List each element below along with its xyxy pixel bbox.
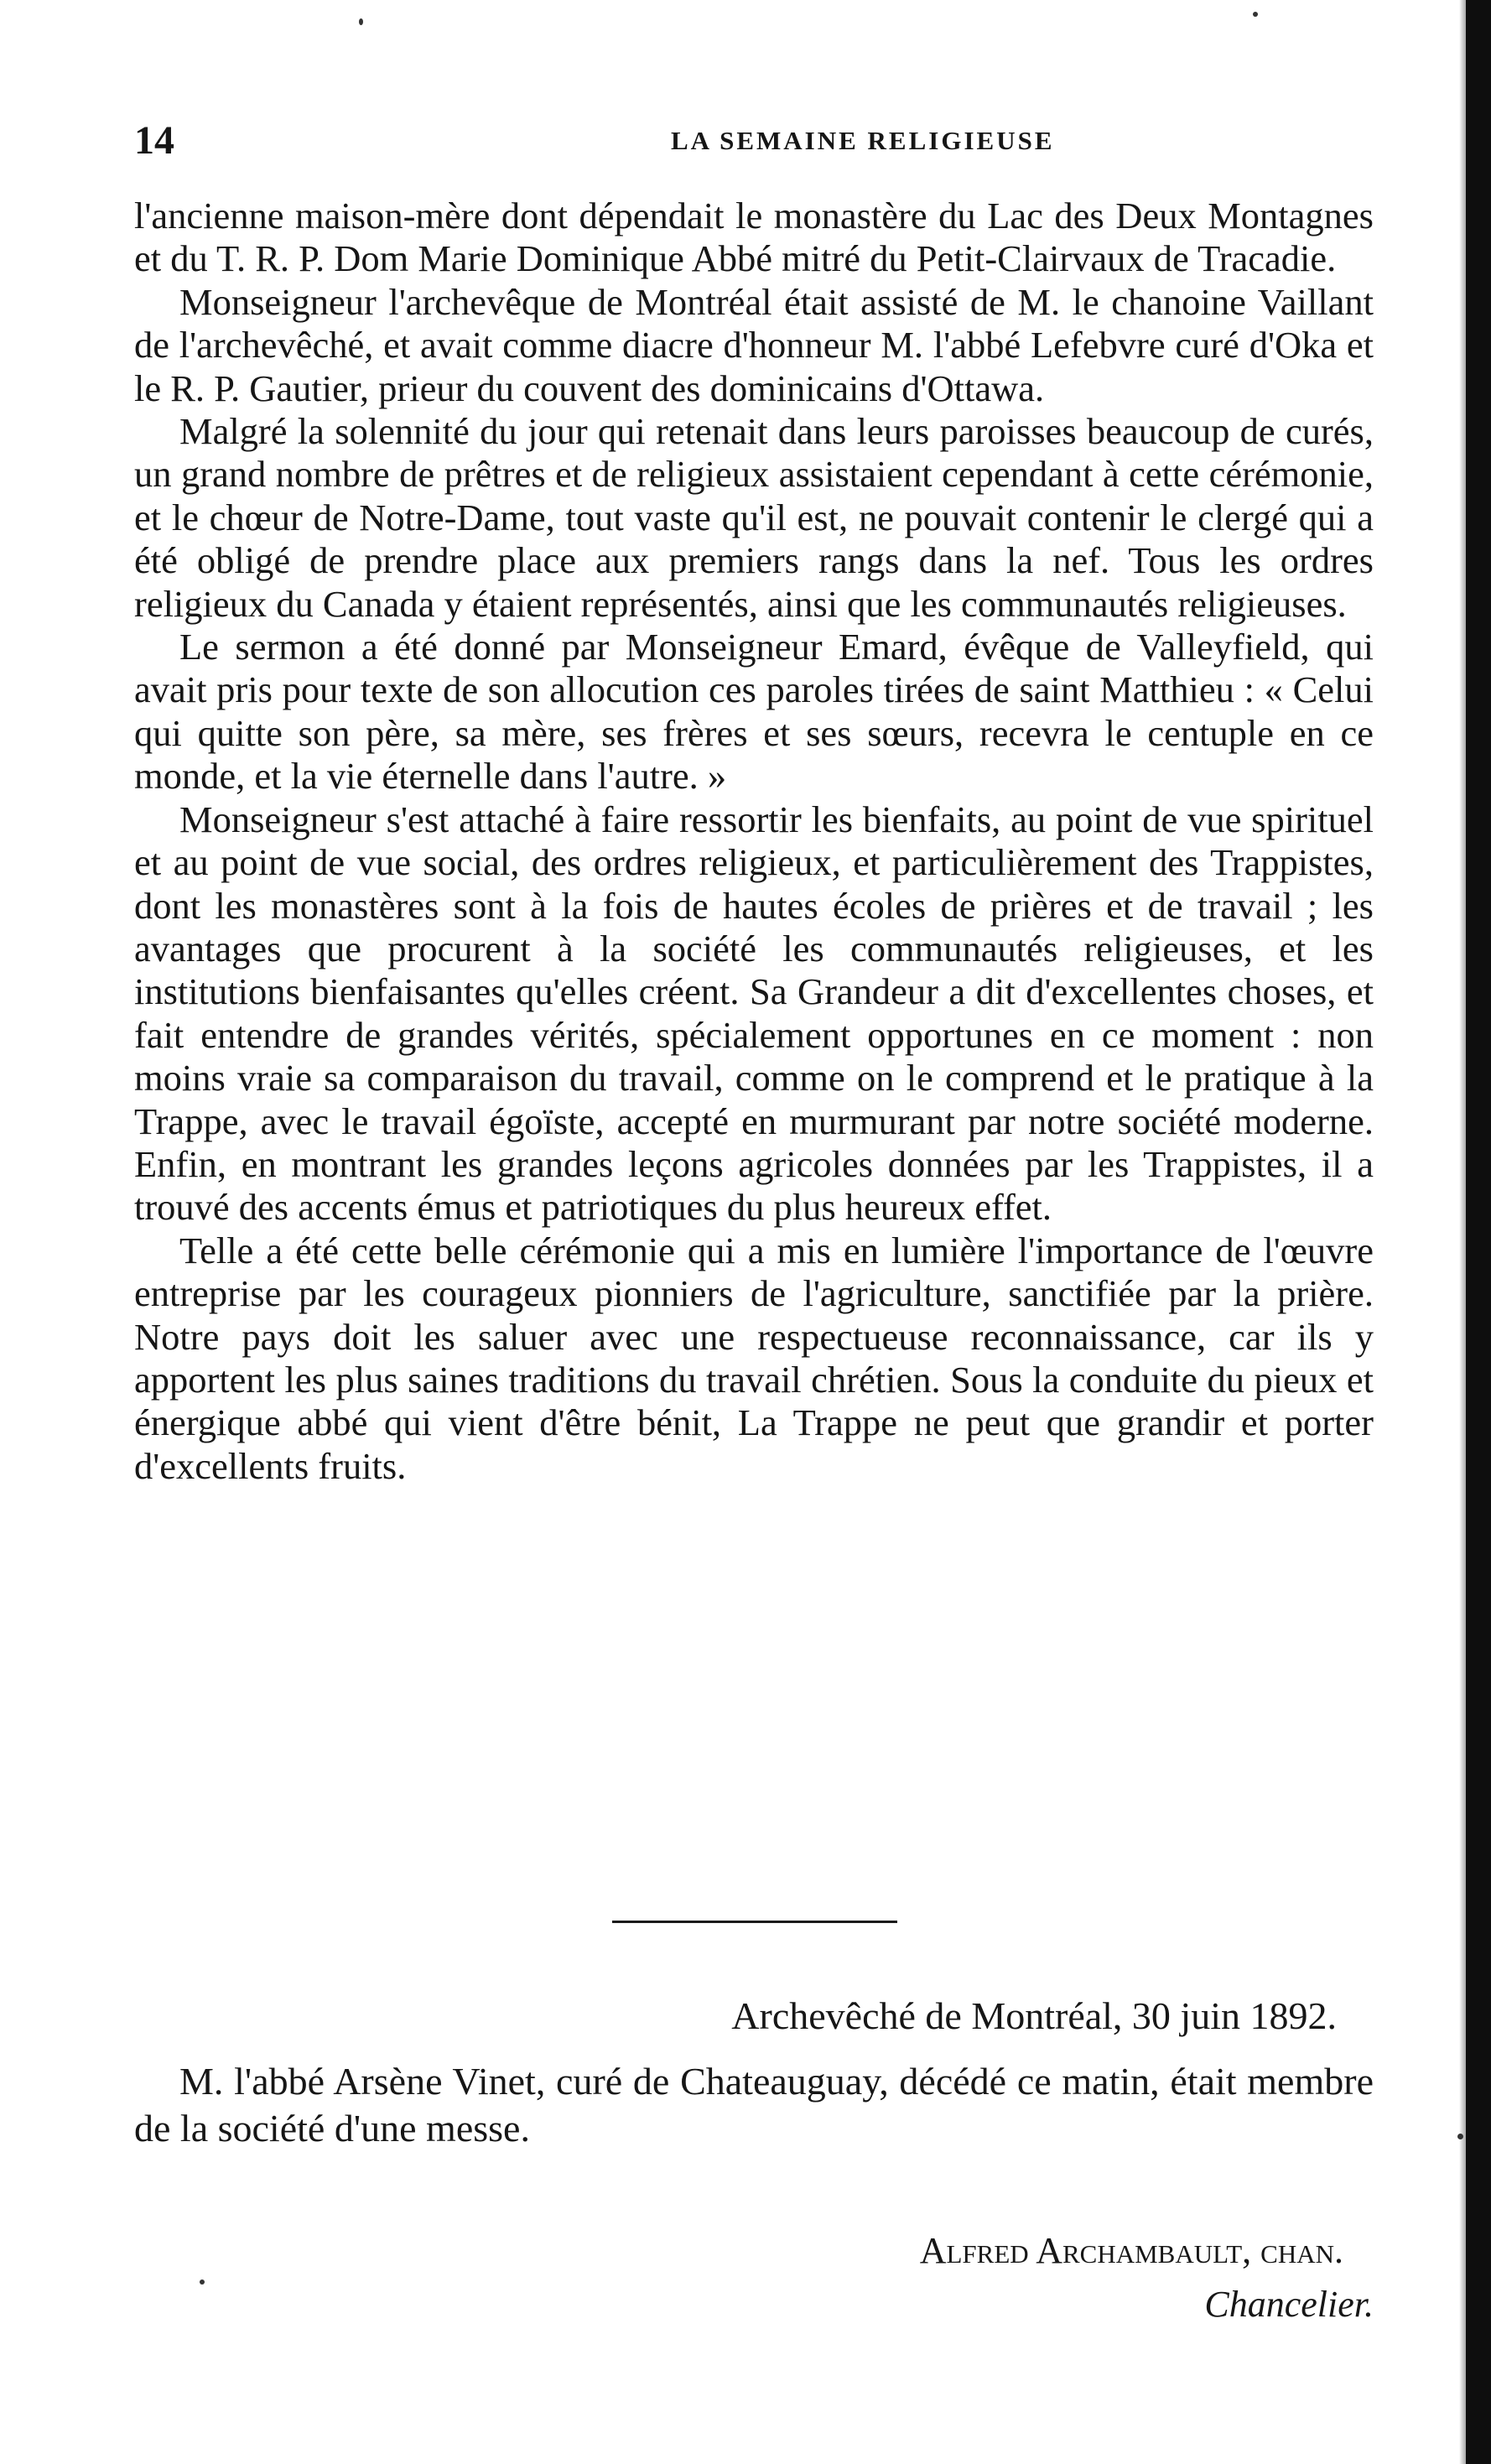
page-number: 14 bbox=[134, 118, 174, 163]
running-title: LA SEMAINE RELIGIEUSE bbox=[671, 126, 1055, 155]
scan-speck bbox=[1253, 12, 1258, 17]
section-divider bbox=[612, 1921, 897, 1923]
paragraph: Le sermon a été donné par Monseigneur Emard, évêque de Valleyfield, qui avait pris pour texte de son allocution ces paroles tirées de saint Matthieu : « Celui qui quitte son père, sa mère, ses frères et ses sœurs, recevra le centuple en ce monde, et la vie éternelle dans l'autre. » bbox=[134, 626, 1374, 798]
signature-title: Chancelier. bbox=[1204, 2284, 1374, 2325]
paragraph: Monseigneur l'archevêque de Montréal était assisté de M. le chanoine Vaillant de l'archevêché, et avait comme diacre d'honneur M. l'abbé Lefebvre curé d'Oka et le R. P. Gautier, prieur du couvent des dominicains d'Ottawa. bbox=[134, 280, 1374, 409]
page-header bbox=[134, 116, 1375, 166]
article-body bbox=[134, 195, 1374, 1488]
paragraph: l'ancienne maison-mère dont dépendait le monastère du Lac des Deux Montagnes et du T. R. P. Dom Marie Dominique Abbé mitré du Petit-Clairvaux de Tracadie. bbox=[134, 195, 1374, 280]
paragraph: Malgré la solennité du jour qui retenait dans leurs paroisses beaucoup de curés, un grand nombre de prêtres et de religieux assistaient cependant à cette cérémonie, et le chœur de Notre-Dame, tout vaste qu'il est, ne pouvait contenir le clergé qui a été obligé de prendre place aux premiers rangs dans la nef. Tous les ordres religieux du Canada y étaient représentés, ainsi que les communautés religieuses. bbox=[134, 410, 1374, 625]
scan-speck bbox=[1457, 2134, 1463, 2139]
paragraph: Monseigneur s'est attaché à faire ressortir les bienfaits, au point de vue spirituel et au point de vue social, des ordres religieux, et particulièrement des Trappistes, dont les monastères sont à la fois de hautes écoles de prières et de travail ; les avantages que procurent à la société les communautés religieuses, et les institutions bienfaisantes qu'elles créent. Sa Grandeur a dit d'excellentes choses, et fait entendre de grandes vérités, spécialement opportunes en ce moment : non moins vraie sa comparaison du travail, comme on le comprend et le pratique à la Trappe, avec le travail égoïste, accepté en murmurant par notre société moderne. Enfin, en montrant les grandes leçons agricoles données par les Trappistes, il a trouvé des accents émus et patriotiques du plus heureux effet. bbox=[134, 798, 1374, 1229]
scan-speck bbox=[359, 18, 363, 25]
notice-text: M. l'abbé Arsène Vinet, curé de Chateauguay, décédé ce matin, était membre de la société d'une messe. bbox=[134, 2060, 1374, 2150]
death-notice bbox=[134, 2058, 1374, 2152]
signature-name: Alfred Archambault, chan. bbox=[919, 2230, 1343, 2271]
dateline: Archevêché de Montréal, 30 juin 1892. bbox=[731, 1994, 1337, 2037]
scan-edge-shadow bbox=[1466, 0, 1491, 2464]
paragraph: Telle a été cette belle cérémonie qui a mis en lumière l'importance de l'œuvre entreprise par les courageux pionniers de l'agriculture, sanctifiée par la prière. Notre pays doit les saluer avec une respectueuse reconnaissance, car ils y apportent les plus saines traditions du travail chrétien. Sous la conduite du pieux et énergique abbé qui vient d'être bénit, La Trappe ne peut que grandir et porter d'excellents fruits. bbox=[134, 1229, 1374, 1487]
